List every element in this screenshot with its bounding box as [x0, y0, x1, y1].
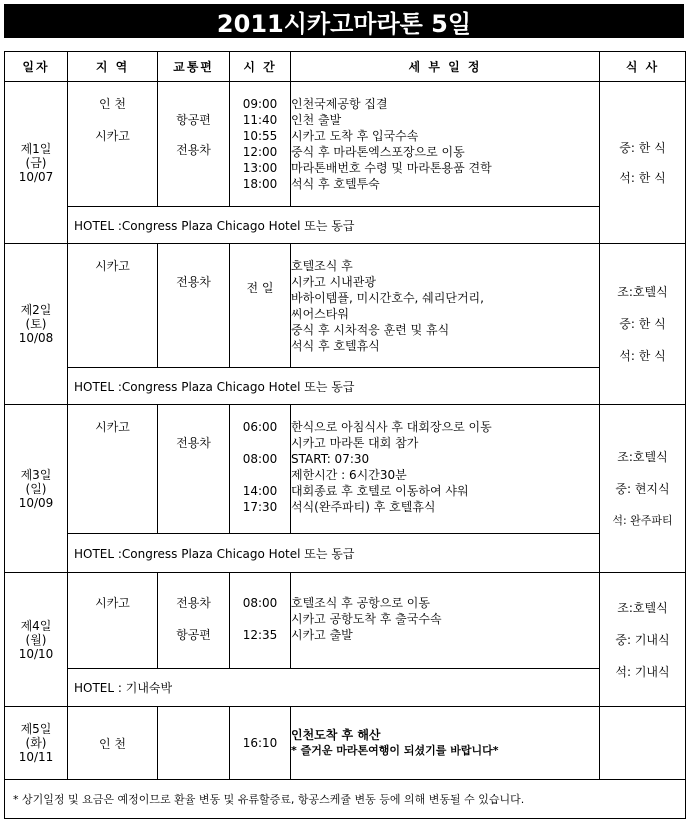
day5-date: 제5일 (화) 10/11	[5, 707, 68, 780]
day2-row	[5, 244, 686, 368]
header-details: 세 부 일 정	[291, 52, 600, 82]
day3-times: 06:00 08:00 14:00 17:30	[230, 405, 291, 534]
day1-meals: 중: 한 식 석: 한 식	[600, 82, 686, 244]
day5-meals	[600, 707, 686, 780]
day2-hotel: HOTEL :Congress Plaza Chicago Hotel 또는 동급	[68, 368, 600, 405]
day4-meals: 조:호텔식 중: 기내식 석: 기내식	[600, 573, 686, 707]
itinerary-table	[4, 51, 686, 819]
day4-times: 08:00 12:35	[230, 573, 291, 669]
header-row	[5, 52, 686, 82]
day2-times: 전 일	[230, 244, 291, 368]
day2-region: 시카고	[68, 244, 158, 368]
page-title: 2011시카고마라톤 5일	[4, 4, 684, 38]
day3-hotel-row	[5, 534, 686, 573]
day1-date: 제1일 (금) 10/07	[5, 82, 68, 244]
day1-hotel: HOTEL :Congress Plaza Chicago Hotel 또는 동급	[68, 207, 600, 244]
header-region: 지 역	[68, 52, 158, 82]
header-meals: 식 사	[600, 52, 686, 82]
day3-hotel: HOTEL :Congress Plaza Chicago Hotel 또는 동급	[68, 534, 600, 573]
day5-row	[5, 707, 686, 780]
day4-row	[5, 573, 686, 669]
day5-times: 16:10	[230, 707, 291, 780]
day5-region: 인 천	[68, 707, 158, 780]
header-time: 시 간	[230, 52, 291, 82]
footnote: * 상기일정 및 요금은 예정이므로 환율 변동 및 유류할증료, 항공스케쥴 변동 등에 의해 변동될 수 있습니다.	[5, 780, 686, 819]
day3-details: 한식으로 아침식사 후 대회장으로 이동 시카고 마라톤 대회 참가 START: 07:30 제한시간 : 6시간30분 대회종료 후 호텔로 이동하여 샤워 석식(완주파티) 후 호텔휴식	[291, 405, 600, 534]
day1-region: 인 천 시카고	[68, 82, 158, 207]
day5-transport	[158, 707, 230, 780]
day2-date: 제2일 (토) 10/08	[5, 244, 68, 405]
day3-region: 시카고	[68, 405, 158, 534]
day3-transport: 전용차	[158, 405, 230, 534]
day3-date: 제3일 (일) 10/09	[5, 405, 68, 573]
day4-transport: 전용차 항공편	[158, 573, 230, 669]
day1-transport: 항공편 전용차	[158, 82, 230, 207]
day2-meals: 조:호텔식 중: 한 식 석: 한 식	[600, 244, 686, 405]
day4-region: 시카고	[68, 573, 158, 669]
day1-hotel-row	[5, 207, 686, 244]
day1-row	[5, 82, 686, 207]
day4-details: 호텔조식 후 공항으로 이동 시카고 공항도착 후 출국수속 시카고 출발	[291, 573, 600, 669]
day4-date: 제4일 (월) 10/10	[5, 573, 68, 707]
day1-times: 09:00 11:40 10:55 12:00 13:00 18:00	[230, 82, 291, 207]
footnote-row	[5, 780, 686, 819]
header-transport: 교통편	[158, 52, 230, 82]
day3-row	[5, 405, 686, 534]
day2-details: 호텔조식 후 시카고 시내관광 바하이템플, 미시간호수, 쉐리단거리, 씨어스타워 중식 후 시차적응 훈련 및 휴식 석식 후 호텔휴식	[291, 244, 600, 368]
day3-meals: 조:호텔식 중: 현지식 석: 완주파티	[600, 405, 686, 573]
header-date: 일자	[5, 52, 68, 82]
day4-hotel-row	[5, 669, 686, 707]
day1-details: 인천국제공항 집결 인천 출발 시카고 도착 후 입국수속 중식 후 마라톤엑스포장으로 이동 마라톤배번호 수령 및 마라톤용품 견학 석식 후 호텔투숙	[291, 82, 600, 207]
day5-details: 인천도착 후 해산 * 즐거운 마라톤여행이 되셨기를 바랍니다*	[291, 707, 600, 780]
day4-hotel: HOTEL : 기내숙박	[68, 669, 600, 707]
day2-hotel-row	[5, 368, 686, 405]
day2-transport: 전용차	[158, 244, 230, 368]
